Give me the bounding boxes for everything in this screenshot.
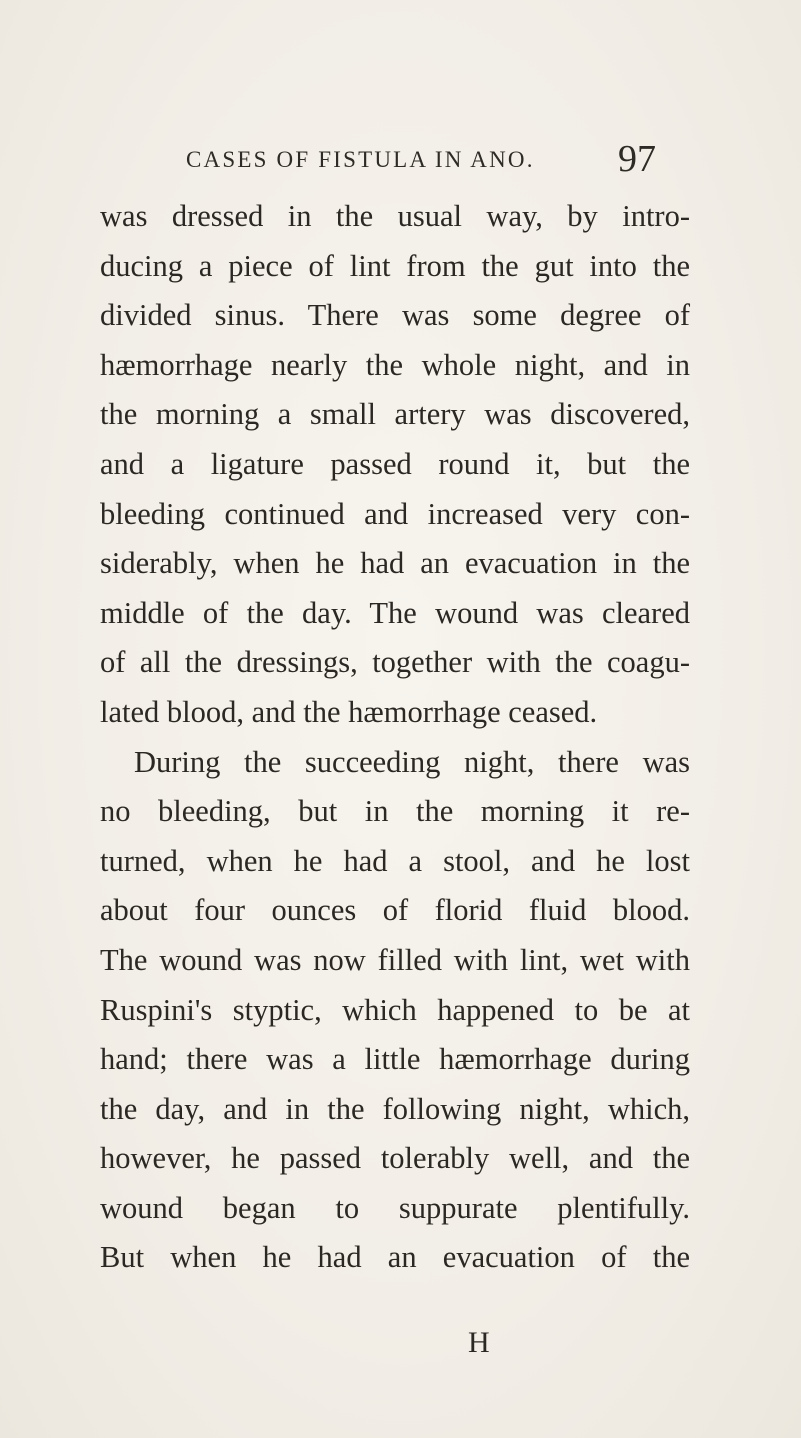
text-line: the morning a small artery was discovered, — [100, 397, 690, 432]
text-line: the day, and in the following night, which, — [100, 1091, 690, 1126]
text-line: middle of the day. The wound was cleared — [100, 595, 690, 630]
text-line-paragraph-start: During the succeeding night, there was — [134, 744, 690, 779]
running-head — [186, 138, 686, 180]
text-line: of all the dressings, together with the coagu- — [100, 645, 690, 680]
text-line: about four ounces of florid fluid blood. — [100, 893, 690, 928]
text-line: The wound was now filled with lint, wet with — [100, 942, 690, 977]
text-line: ducing a piece of lint from the gut into the — [100, 248, 690, 283]
body-text — [100, 192, 690, 1283]
text-line: wound began to suppurate plentifully. — [100, 1190, 690, 1225]
text-line: siderably, when he had an evacuation in the — [100, 546, 690, 581]
text-line: bleeding continued and increased very con- — [100, 496, 690, 531]
signature-mark: H — [468, 1326, 490, 1359]
text-line: hand; there was a little hæmorrhage during — [100, 1042, 690, 1077]
text-line: was dressed in the usual way, by intro- — [100, 199, 690, 233]
text-line: however, he passed tolerably well, and the — [100, 1141, 690, 1176]
text-line: But when he had an evacuation of the — [100, 1240, 690, 1275]
text-line: and a ligature passed round it, but the — [100, 446, 690, 481]
text-line: lated blood, and the hæmorrhage ceased. — [100, 694, 598, 729]
text-line: turned, when he had a stool, and he lost — [100, 843, 690, 878]
text-line: hæmorrhage nearly the whole night, and in — [100, 347, 690, 382]
text-line: no bleeding, but in the morning it re- — [100, 794, 690, 829]
page-number: 97 — [618, 138, 656, 180]
text-line: Ruspini's styptic, which happened to be at — [100, 992, 690, 1027]
running-title: CASES OF FISTULA IN ANO. — [186, 147, 535, 172]
text-line: divided sinus. There was some degree of — [100, 298, 690, 333]
